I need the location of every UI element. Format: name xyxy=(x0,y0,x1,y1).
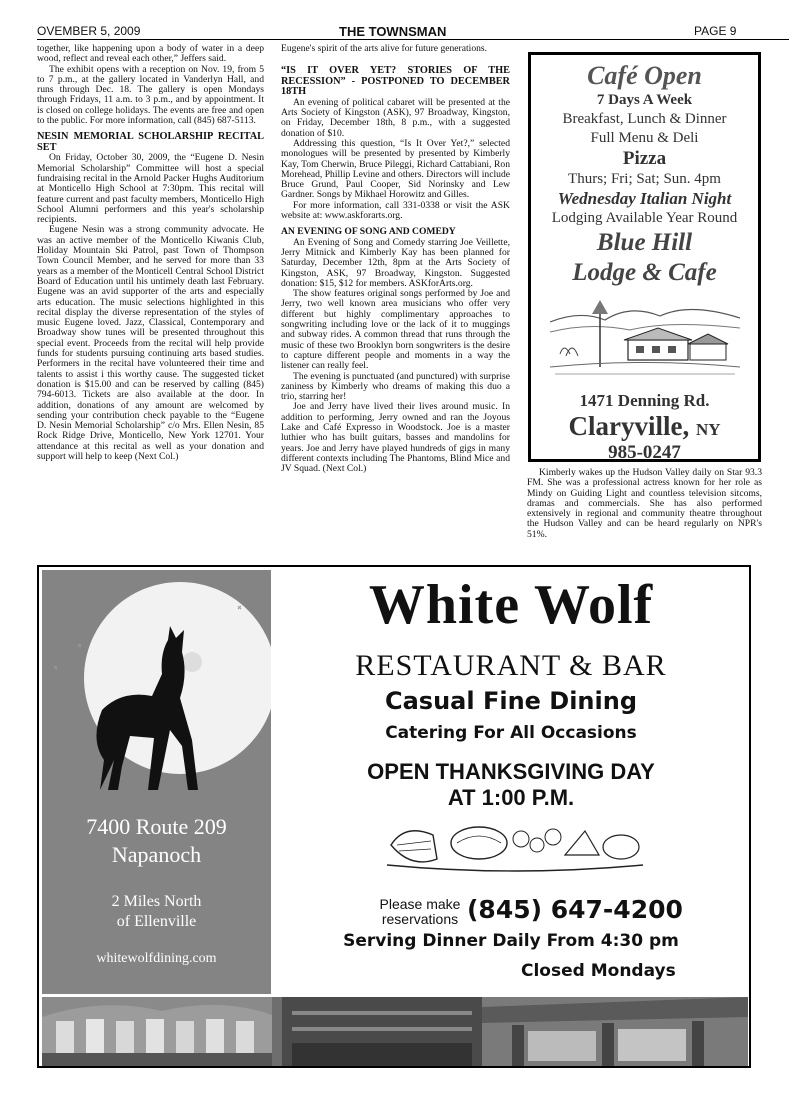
paragraph: Eugene's spirit of the arts alive for future generations. xyxy=(281,44,488,54)
restaurant-interior-photo xyxy=(42,997,748,1067)
wolf-ad-panel xyxy=(42,570,271,994)
food-platter-illustration xyxy=(385,815,645,879)
thanksgiving-notice: OPEN THANKSGIVING DAY AT 1:00 P.M. xyxy=(367,759,655,810)
white-wolf-advertisement xyxy=(37,565,751,1068)
closed-days: Closed Mondays xyxy=(521,961,676,981)
cafe-line: Lodging Available Year Round xyxy=(551,210,738,226)
cafe-address: 1471 Denning Rd. xyxy=(579,391,710,410)
paragraph: The exhibit opens with a reception on Nov. 19, from 5 to 7 p.m., at the gallery located in Vanderlyn Hall, and runs through Dec. 18. The gallery is open Mondays through Fridays, 11 a.m. to 3 p.m., and by appointment. It is closed on college holidays. The events are free and open to the public. For more information, call (845) 687-5113. xyxy=(37,63,264,127)
article-heading: NESIN MEMORIAL SCHOLARSHIP RECITAL SET xyxy=(37,131,264,153)
article-column-3 xyxy=(527,468,762,558)
header-rule xyxy=(37,39,789,40)
article-column-2 xyxy=(281,44,510,564)
lodge-sketch-illustration xyxy=(550,292,740,380)
cafe-line: Pizza xyxy=(622,148,667,169)
paragraph: Kimberly wakes up the Hudson Valley daily on Star 93.3 FM. She was a professional actress known for her role as Mindy on Guiding Light and countless television sitcoms, dramas and commercials. She has also performed extensively in regional and community theatre throughout the Hudson Valley and can be heard regularly on NPR's 51%. xyxy=(527,468,762,540)
paragraph: An Evening of Song and Comedy starring Joe Veillette, Jerry Mitnick and Kimberly Kay has been planned for Saturday, December 12th, 8pm at the Arts Society of Kingston, ASK, 97 Broadway, Kingston. Suggested donation: $15, $12 for members. ASKforArts.org. xyxy=(281,236,510,289)
cafe-phone: 985-0247 xyxy=(608,442,681,463)
wolf-ad-text xyxy=(271,567,751,997)
issue-date: OVEMBER 5, 2009 xyxy=(37,24,141,38)
cafe-name: Lodge & Cafe xyxy=(572,259,717,286)
page-header xyxy=(0,24,789,40)
cafe-name: Blue Hill xyxy=(596,229,693,256)
catering: Catering For All Occasions xyxy=(385,723,637,743)
paragraph: Joe and Jerry have lived their lives around music. In addition to performing, Jerry owned and ran the Joyous Lake and Café Expresso in Woodstock. Joe is a master luthier who has built guitars, basses and mandolins for years. Joe and Jerry have played hundreds of gigs in many different contexts including The Phantoms, Blind Mice and JV Squad. (Next Col.) xyxy=(281,401,510,475)
cafe-advertisement xyxy=(528,52,761,462)
paragraph: An evening of political cabaret will be presented at the Arts Society of Kingston (ASK), 97 Broadway, Kingston, on Friday, December 18th, 8 p.m., with a suggested donation of $10. xyxy=(281,96,510,139)
cafe-title: Café Open xyxy=(587,61,702,90)
paragraph: The evening is punctuated (and punctured) with surprise zaniness by Kimberly who dreams of making this duo a trio, starring her! xyxy=(281,370,510,403)
article-column-1 xyxy=(37,44,264,504)
article-heading: “IS IT OVER YET? STORIES OF THE RECESSION” - POSTPONED TO DECEMBER 18TH xyxy=(281,65,510,98)
casual-dining: Casual Fine Dining xyxy=(384,687,638,715)
restaurant-address: 7400 Route 209 Napanoch xyxy=(86,814,227,867)
paragraph: The show features original songs performed by Joe and Jerry, two well known area musicians who offer very different but highly complimentary approaches to songwriting including love or the lack of it to muggings and subway rides. A common thread that runs through the music of these two Brooklyn born songwriters is the desire to capture different people and moments in a way the listener can really feel. xyxy=(281,288,510,372)
paragraph: On Friday, October 30, 2009, the “Eugene D. Nesin Memorial Scholarship” Committee will host a special fundraising recital in the Arnold Packer Hughs Auditorium at Monticello High School at 7:30pm. This recital will feature current and past faculty members, Monticello High School Alumni performers and this year's scholarship recipients. xyxy=(37,152,264,226)
paragraph: Eugene Nesin was a strong community advocate. He was an active member of the Monticello Kiwanis Club, Holiday Mountain Ski Patrol, past Town of Thompson Town Council Member, and he served for more than 33 years as a member of the Monticell Central School District Board of Education until his untimely death last February. Eugene was an avid supporter of the arts and especially arts education. The music selections highlighted in this recital display the diverse representation of the styles of music Eugene loved. Jazz, Classical, Contemporary and Broadway show tunes will be presented throughout this special event. Proceeds from the recital will help provide funds for students pursuing continuing arts based studies. Performers in the recital have volunteered their time and talents to assist i this worthy cause. The suggested ticket donation is $15.00 and can be reserved by calling (845) 794-6013. Tickets are also available at the door. In addition, donations of any amount are welcomed by sending your contribution check payable to the “Eugene D. Nesin Memorial Scholarship” c/o Mrs. Ellen Nesin, 85 Rock Ridge Drive, Monticello, New York 12701. Your attendance at this recital as well as your donation and support will help to keep (Next Col.) xyxy=(37,224,264,462)
restaurant-phone: (845) 647-4200 xyxy=(467,895,683,924)
cafe-line: Breakfast, Lunch & Dinner xyxy=(562,111,727,127)
restaurant-directions: 2 Miles North of Ellenville xyxy=(111,893,202,930)
page-number: PAGE 9 xyxy=(694,24,737,38)
cafe-line: Thurs; Fri; Sat; Sun. 4pm xyxy=(568,171,721,187)
restaurant-name: White Wolf xyxy=(368,574,654,636)
restaurant-subtitle: RESTAURANT & BAR xyxy=(355,649,667,682)
article-heading: AN EVENING OF SONG AND COMEDY xyxy=(281,226,456,238)
cafe-line: Wednesday Italian Night xyxy=(557,189,732,208)
howling-wolf-moon-illustration xyxy=(42,570,271,810)
paragraph: For more information, call 331-0338 or visit the ASK website at: www.askforarts.org. xyxy=(281,199,510,222)
paragraph: together, like happening upon a body of water in a deep wood, reflect and reveal each other,” Jeffers said. xyxy=(37,44,264,65)
serving-hours: Serving Dinner Daily From 4:30 pm xyxy=(343,931,679,951)
newspaper-name: THE TOWNSMAN xyxy=(339,24,447,39)
cafe-line: Full Menu & Deli xyxy=(590,130,699,146)
reservations-note: Please make reservations xyxy=(379,896,461,927)
cafe-city: Claryville, NY xyxy=(568,411,721,441)
paragraph: Addressing this question, “Is It Over Yet?,” selected monologues will be presented by presented by Kimberly Kay, Tom Cherwin, Bruce Pileggi, Richard Cattabiani, Ron Morehead, Phillip Levine and others. Directors will include Bruce Grund, Paul Cooper, Sid Norinsky and Lew Gardner. Songs by Mikhael Horowitz and Gilles. xyxy=(281,137,510,201)
cafe-line: 7 Days A Week xyxy=(596,92,693,108)
restaurant-website: whitewolfdining.com xyxy=(96,951,217,966)
